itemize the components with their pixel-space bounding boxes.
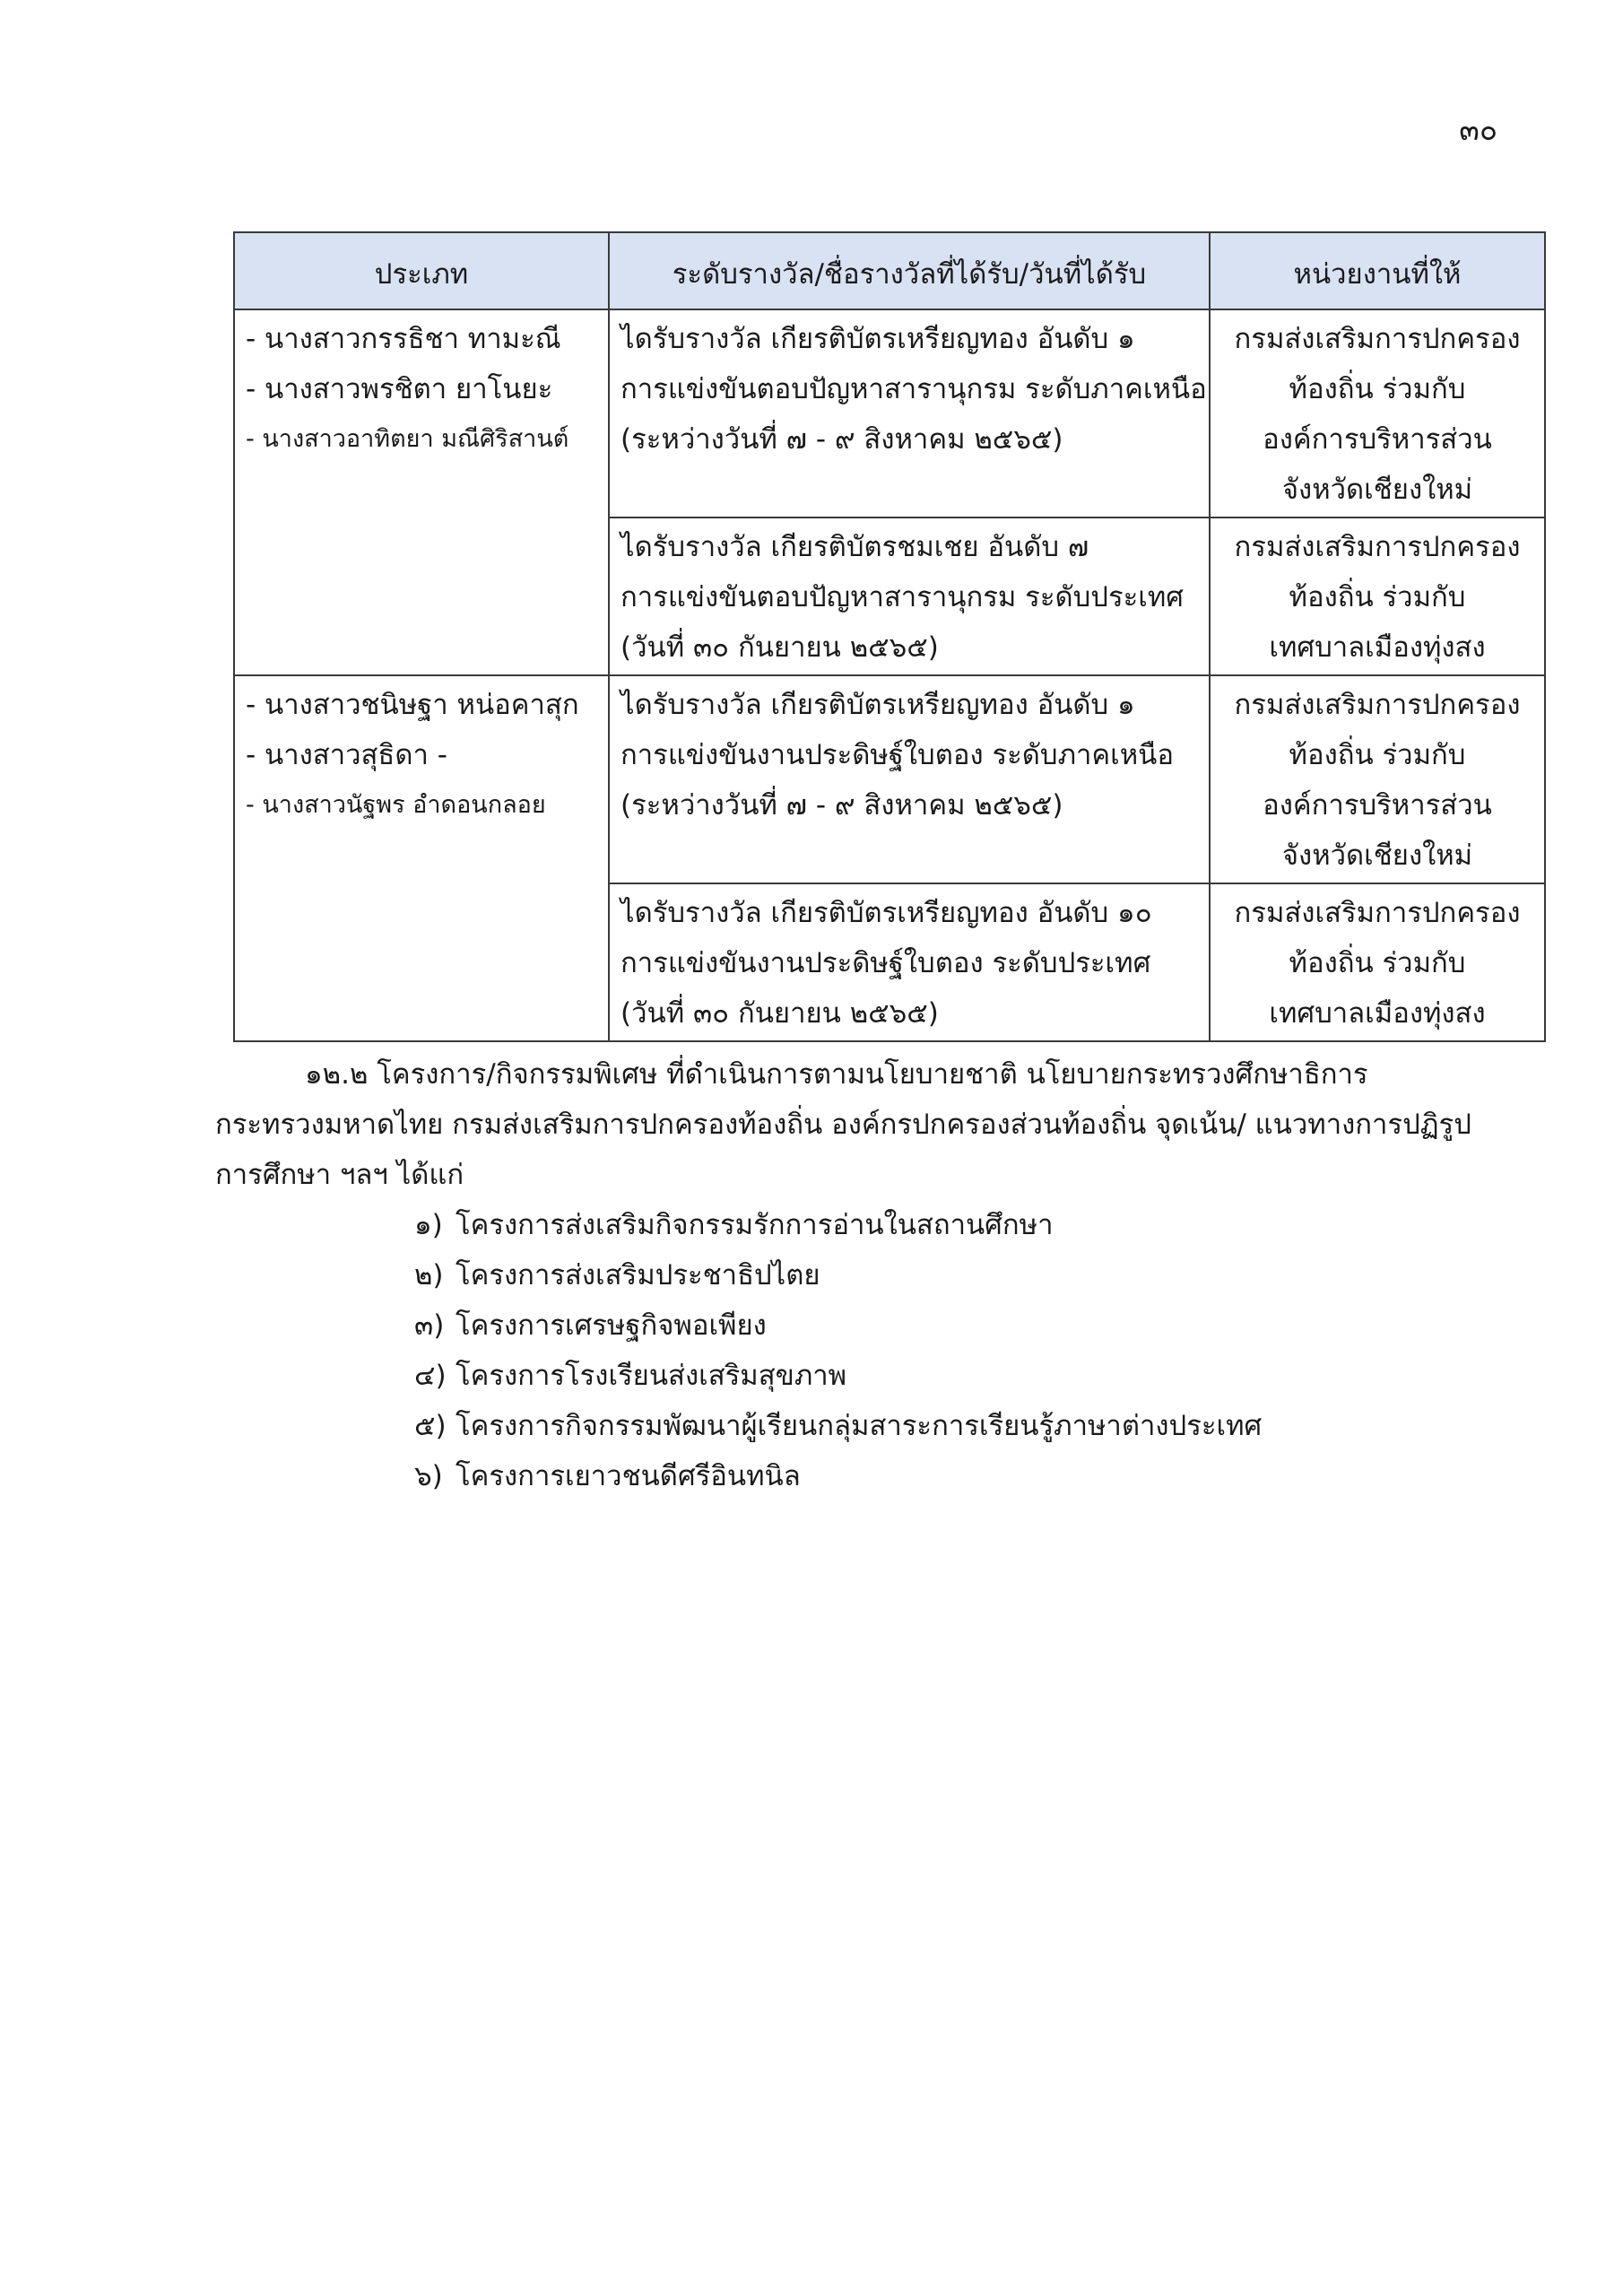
page-number: ๓๐ (1459, 112, 1497, 147)
student-name: - นางสาวชนิษฐา หน่อคาสุก (246, 689, 579, 721)
student-name: - นางสาวนัฐพร อำดอนกลอย (246, 791, 546, 819)
award-line: การแข่งขันตอบปัญหาสารานุกรม ระดับภาคเหนือ (621, 373, 1207, 405)
list-item-text: โครงการโรงเรียนส่งเสริมสุขภาพ (456, 1360, 847, 1392)
section-text-line: การศึกษา ฯลฯ ได้แก่ (215, 1159, 464, 1191)
agency-line: กรมส่งเสริมการปกครอง (1234, 689, 1521, 721)
header-agency: หน่วยงานที่ให้ (1210, 232, 1545, 309)
list-item-text: โครงการเศรษฐกิจพอเพียง (456, 1309, 767, 1342)
header-type: ประเภท (234, 232, 609, 309)
list-item-text: โครงการส่งเสริมประชาธิปไตย (456, 1259, 820, 1292)
table-row (234, 309, 1545, 517)
agency-line: เทศบาลเมืองทุ่งสง (1269, 631, 1486, 664)
awards-table (233, 231, 1546, 1042)
agency-line: ท้องถิ่น ร่วมกับ (1289, 373, 1466, 405)
award-line: การแข่งขันงานประดิษฐ์ใบตอง ระดับภาคเหนือ (621, 739, 1174, 771)
list-item (414, 1300, 1506, 1351)
student-name: - นางสาวอาทิตยา มณีศิริสานต์ (246, 425, 569, 453)
agency-line: ท้องถิ่น ร่วมกับ (1289, 581, 1466, 613)
list-item-number: ๑) (414, 1209, 443, 1241)
award-line: ไดรับรางวัล เกียรติบัตรเหรียญทอง อันดับ ๑๐ (621, 897, 1152, 929)
table-header-row (234, 232, 1545, 309)
list-item-number: ๓) (414, 1309, 445, 1342)
student-name: - นางสาวกรรธิชา ทามะณี (246, 323, 561, 355)
section-heading-line: ๑๒.๒ โครงการ/กิจกรรมพิเศษ ที่ดำเนินการตามนโยบายชาติ นโยบายกระทรวงศึกษาธิการ (305, 1058, 1368, 1091)
student-names-cell (234, 675, 609, 1041)
award-line: ไดรับรางวัล เกียรติบัตรเหรียญทอง อันดับ ๑ (621, 323, 1135, 355)
list-item (414, 1451, 1506, 1501)
list-item-number: ๔) (414, 1360, 447, 1392)
list-item-text: โครงการส่งเสริมกิจกรรมรักการอ่านในสถานศึกษา (456, 1209, 1054, 1241)
agency-line: ท้องถิ่น ร่วมกับ (1289, 739, 1466, 771)
agency-cell (1210, 309, 1545, 517)
list-item-number: ๒) (414, 1259, 444, 1292)
agency-line: กรมส่งเสริมการปกครอง (1234, 531, 1521, 563)
header-award: ระดับรางวัล/ชื่อรางวัลที่ได้รับ/วันที่ได้รับ (609, 232, 1210, 309)
agency-line: จังหวัดเชียงใหม่ (1281, 839, 1473, 872)
special-projects-section (215, 1049, 1506, 1501)
award-line: (วันที่ ๓๐ กันยายน ๒๕๖๕) (621, 997, 939, 1030)
award-cell (609, 675, 1210, 883)
list-item (414, 1200, 1506, 1250)
award-line: ไดรับรางวัล เกียรติบัตรชมเชย อันดับ ๗ (621, 531, 1089, 563)
list-item (414, 1401, 1506, 1451)
student-name: - นางสาวพรชิตา ยาโนยะ (246, 373, 553, 405)
award-line: การแข่งขันงานประดิษฐ์ใบตอง ระดับประเทศ (621, 947, 1151, 979)
agency-line: จังหวัดเชียงใหม่ (1281, 474, 1473, 506)
agency-line: องค์การบริหารส่วน (1263, 789, 1492, 822)
list-item-text: โครงการเยาวชนดีศรีอินทนิล (456, 1460, 801, 1492)
agency-line: ท้องถิ่น ร่วมกับ (1289, 947, 1466, 979)
award-cell (609, 883, 1210, 1041)
award-line: ไดรับรางวัล เกียรติบัตรเหรียญทอง อันดับ ๑ (621, 689, 1135, 721)
award-cell (609, 517, 1210, 675)
list-item-number: ๖) (414, 1460, 443, 1492)
agency-cell (1210, 883, 1545, 1041)
award-cell (609, 309, 1210, 517)
table-row (234, 675, 1545, 883)
list-item-text: โครงการกิจกรรมพัฒนาผู้เรียนกลุ่มสาระการเรียนรู้ภาษาต่างประเทศ (456, 1410, 1263, 1442)
award-line: (ระหว่างวันที่ ๗ - ๙ สิงหาคม ๒๕๖๕) (621, 423, 1063, 456)
agency-line: เทศบาลเมืองทุ่งสง (1269, 997, 1486, 1030)
award-line: (ระหว่างวันที่ ๗ - ๙ สิงหาคม ๒๕๖๕) (621, 789, 1063, 822)
student-names-cell (234, 309, 609, 675)
section-text-line: กระทรวงมหาดไทย กรมส่งเสริมการปกครองท้องถิ่น องค์กรปกครองส่วนท้องถิ่น จุดเน้น/ แนวทางการปฏิรูป (215, 1109, 1471, 1141)
agency-line: กรมส่งเสริมการปกครอง (1234, 897, 1521, 929)
list-item-number: ๕) (414, 1410, 447, 1442)
award-line: การแข่งขันตอบปัญหาสารานุกรม ระดับประเทศ (621, 581, 1184, 613)
award-line: (วันที่ ๓๐ กันยายน ๒๕๖๕) (621, 631, 939, 664)
list-item (414, 1250, 1506, 1300)
student-name: - นางสาวสุธิดา - (246, 739, 447, 771)
agency-cell (1210, 675, 1545, 883)
agency-cell (1210, 517, 1545, 675)
agency-line: กรมส่งเสริมการปกครอง (1234, 323, 1521, 355)
agency-line: องค์การบริหารส่วน (1263, 423, 1492, 456)
project-list (215, 1200, 1506, 1501)
list-item (414, 1351, 1506, 1401)
